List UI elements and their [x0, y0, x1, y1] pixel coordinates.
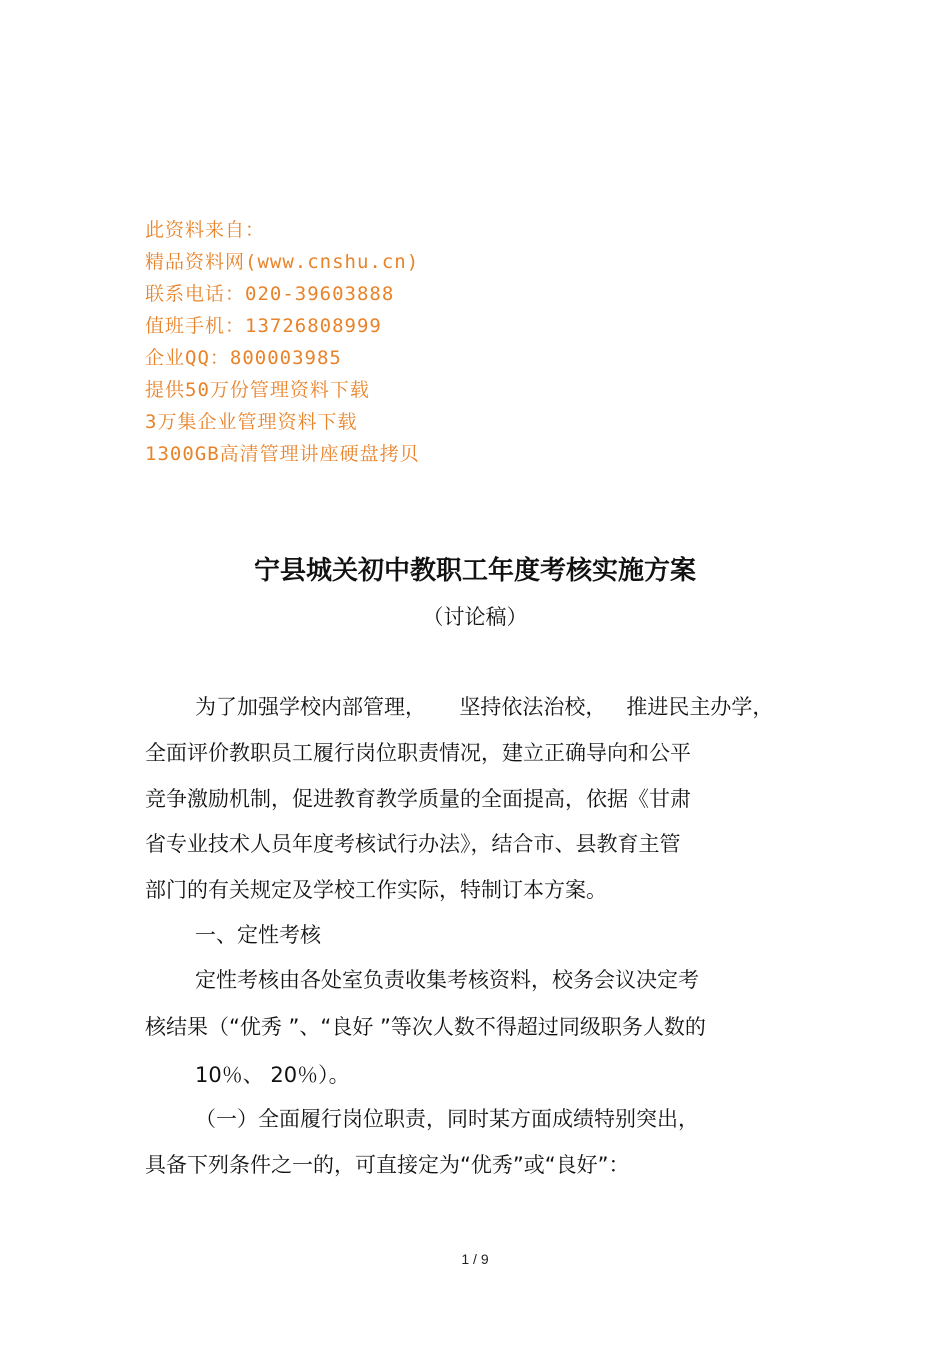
paragraph-line: （一）全面履行岗位职责，同时某方面成绩特别突出，: [195, 1107, 699, 1131]
source-mobile-line: 值班手机：13726808999: [145, 315, 382, 337]
paragraph-line: 10％、 20％）。: [195, 1063, 350, 1087]
source-website-line: 精品资料网(www.cnshu.cn): [145, 251, 420, 273]
paragraph-line: 定性考核由各处室负责收集考核资料，校务会议决定考: [195, 968, 699, 992]
document-title: 宁县城关初中教职工年度考核实施方案: [253, 556, 696, 586]
paragraph-line: 为了加强学校内部管理， 坚持依法治校， 推进民主办学，: [195, 695, 774, 719]
source-qq-line: 企业QQ：800003985: [145, 347, 342, 369]
source-info-line: 此资料来自：: [145, 219, 266, 241]
source-offer-line: 3万集企业管理资料下载: [145, 411, 358, 433]
source-phone-line: 联系电话：020-39603888: [145, 283, 395, 305]
document-subtitle: （讨论稿）: [422, 605, 528, 629]
page-number: 1 / 9: [461, 1251, 489, 1267]
paragraph-line: 全面评价教职员工履行岗位职责情况，建立正确导向和公平: [145, 741, 691, 765]
source-offer-line: 提供50万份管理资料下载: [145, 379, 370, 401]
paragraph-line: 省专业技术人员年度考核试行办法》，结合市、县教育主管: [145, 832, 681, 856]
paragraph-line: 具备下列条件之一的，可直接定为“优秀”或“良好”：: [145, 1153, 630, 1177]
paragraph-line: 竞争激励机制，促进教育教学质量的全面提高，依据《甘肃: [145, 787, 691, 811]
section-heading: 一、定性考核: [195, 923, 321, 947]
source-info-block: [145, 214, 565, 470]
paragraph-line: 部门的有关规定及学校工作实际，特制订本方案。: [145, 878, 607, 902]
source-offer-line: 1300GB高清管理讲座硬盘拷贝: [145, 443, 420, 465]
paragraph-line: 核结果（“优秀 ”、“良好 ”等次人数不得超过同级职务人数的: [145, 1015, 706, 1039]
